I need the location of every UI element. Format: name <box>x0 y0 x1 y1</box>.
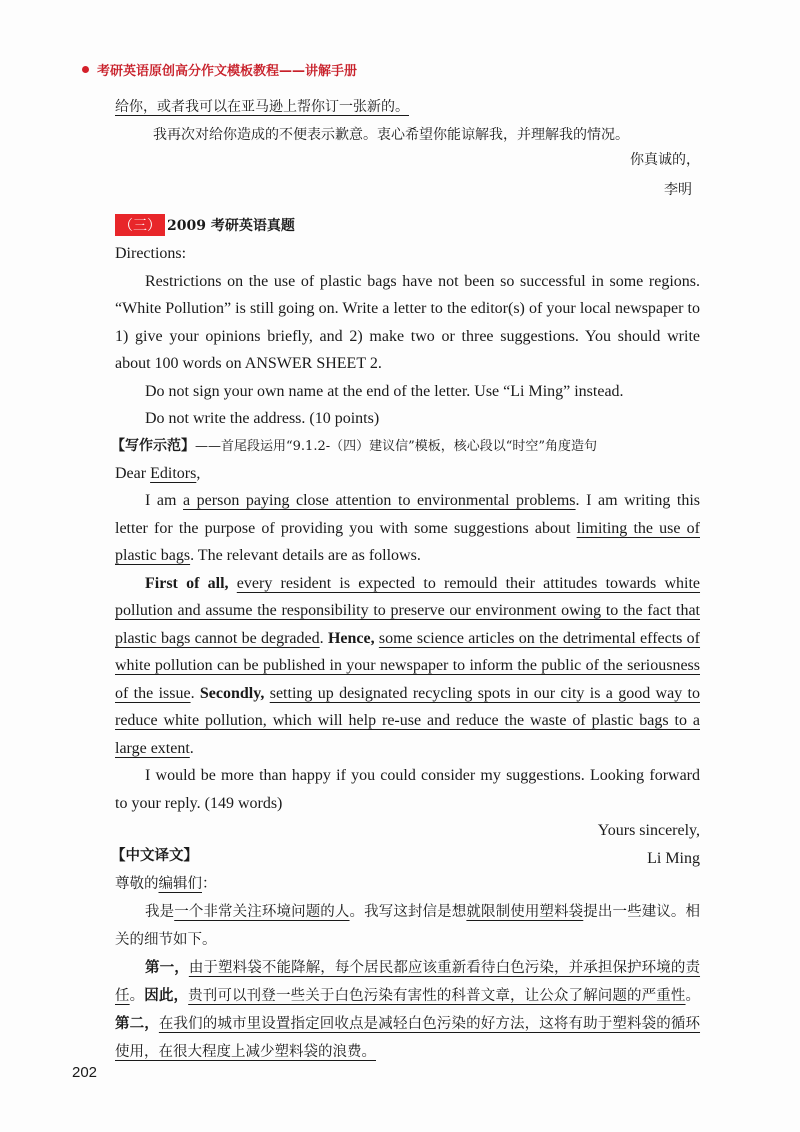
page-number: 202 <box>72 1064 98 1081</box>
letter-body <box>115 487 700 817</box>
underlined-phrase: Editors <box>150 464 197 482</box>
letter-paragraph <box>115 762 700 817</box>
underlined-phrase: a person paying close attention to environmental problems <box>183 492 576 509</box>
translation-body <box>115 898 700 1066</box>
text-line: 我再次对给你造成的不便表示歉意。衷心希望你能谅解我，并理解我的情况。 <box>153 127 629 143</box>
sample-label: 【写作示范】 <box>111 437 195 454</box>
text-segment: ： <box>202 876 217 892</box>
previous-letter-end <box>115 93 700 204</box>
section-title: 2009 考研英语真题 <box>167 218 295 234</box>
text-segment: . <box>189 739 194 757</box>
text-segment: . <box>319 629 328 647</box>
translation-paragraph <box>115 898 700 954</box>
section-tag: （三） <box>115 214 165 236</box>
text-segment: . I am writing this letter for the purpose of providing you with some suggestions about <box>115 492 701 537</box>
letter-signature: Li Ming <box>647 849 700 867</box>
underlined-phrase: 在我们的城市里设置指定回收点是减轻白色污染的好方法，这将有助于塑料袋的循环使用，在很大程度上减少塑料袋的浪费。 <box>115 1016 701 1060</box>
directions <box>111 240 701 872</box>
underlined-phrase: some science articles on the detrimental effects of white pollution can be published in your newspaper to inform the public of the seriousness of the issue <box>115 629 701 702</box>
translation <box>111 842 701 1066</box>
bold-phrase: Hence, <box>327 629 379 647</box>
directions-para: Restrictions on the use of plastic bags have not been so successful in some regions. “White Pollution” is still going on. Write a letter to the editor(s) of your local newspaper to 1) give your opinions briefly, and 2) make two or three suggestions. You should write about 100 words on ANSWER SHEET 2. <box>115 272 700 372</box>
letter-closing: Yours sincerely, <box>597 822 700 839</box>
text-segment: I would be more than happy if you could consider my suggestions. Looking forward to your reply. (149 words) <box>115 767 700 812</box>
text-line: 给你，或者我可以在亚马逊上帮你订一张新的。 <box>115 99 409 115</box>
translation-label: 【中文译文】 <box>111 847 198 864</box>
directions-para: Do not write the address. (10 points) <box>145 410 380 427</box>
letter-paragraph <box>115 570 700 763</box>
sample-note: ——首尾段运用“9.1.2-（四）建议信”模板，核心段以“时空”角度造句 <box>195 438 598 454</box>
text-segment: 我是 <box>145 904 175 920</box>
bold-phrase: First of all, <box>145 574 237 592</box>
underlined-phrase: 贵刊可以刊登一些关于白色污染有害性的科普文章，让公众了解问题的严重性 <box>188 988 686 1004</box>
text-segment: Dear <box>115 464 151 482</box>
letter-paragraph <box>115 487 700 570</box>
text-segment: . <box>190 684 200 702</box>
text-segment: . The relevant details are as follows. <box>190 547 421 564</box>
directions-para: Do not sign your own name at the end of the letter. Use “Li Ming” instead. <box>145 382 624 400</box>
text-segment: 尊敬的 <box>115 876 159 892</box>
bold-phrase: Secondly, <box>199 684 270 702</box>
underlined-phrase: 就限制使用塑料袋 <box>466 904 584 920</box>
text-segment: 。 <box>685 988 701 1004</box>
signature: 李明 <box>664 182 692 198</box>
underlined-phrase: every resident is expected to remould their attitudes towards white pollution and assume the responsibility to preserve our environment owing to the fact that plastic bags cannot be degraded <box>115 574 701 647</box>
underlined-phrase: 由于塑料袋不能降解，每个居民都应该重新看待白色污染，并承担保护环境的责任 <box>115 960 701 1004</box>
letter-salutation <box>115 460 700 488</box>
text-segment: 。我写这封信是想 <box>349 904 467 920</box>
bullet-dot-icon <box>82 66 89 73</box>
translation-salutation <box>115 870 700 898</box>
running-header <box>82 60 357 79</box>
underlined-phrase: 一个非常关注环境问题的人 <box>174 904 350 920</box>
closing: 你真诚的， <box>630 152 700 168</box>
text-segment: 提出一些建议。相关的细节如下。 <box>115 904 701 948</box>
sample-heading <box>111 433 700 460</box>
bold-phrase: 第二， <box>115 1015 159 1032</box>
underlined-phrase: setting up designated recycling spots in our city is a good way to reduce white pollution, which will help re-use and reduce the waste of plastic bags to a large extent <box>115 684 700 757</box>
underlined-phrase: 编辑们 <box>158 876 202 892</box>
underlined-phrase: limiting the use of plastic bags <box>115 519 700 564</box>
directions-label: Directions: <box>115 245 187 262</box>
header-title: 考研英语原创高分作文模板教程——讲解手册 <box>97 64 358 79</box>
text-segment: , <box>196 464 201 482</box>
section-heading <box>115 214 295 236</box>
bold-phrase: 第一， <box>145 959 189 976</box>
translation-paragraph <box>115 954 700 1066</box>
bold-phrase: 因此， <box>144 987 189 1004</box>
text-segment: I am <box>145 492 184 509</box>
text-segment: 。 <box>129 988 145 1004</box>
